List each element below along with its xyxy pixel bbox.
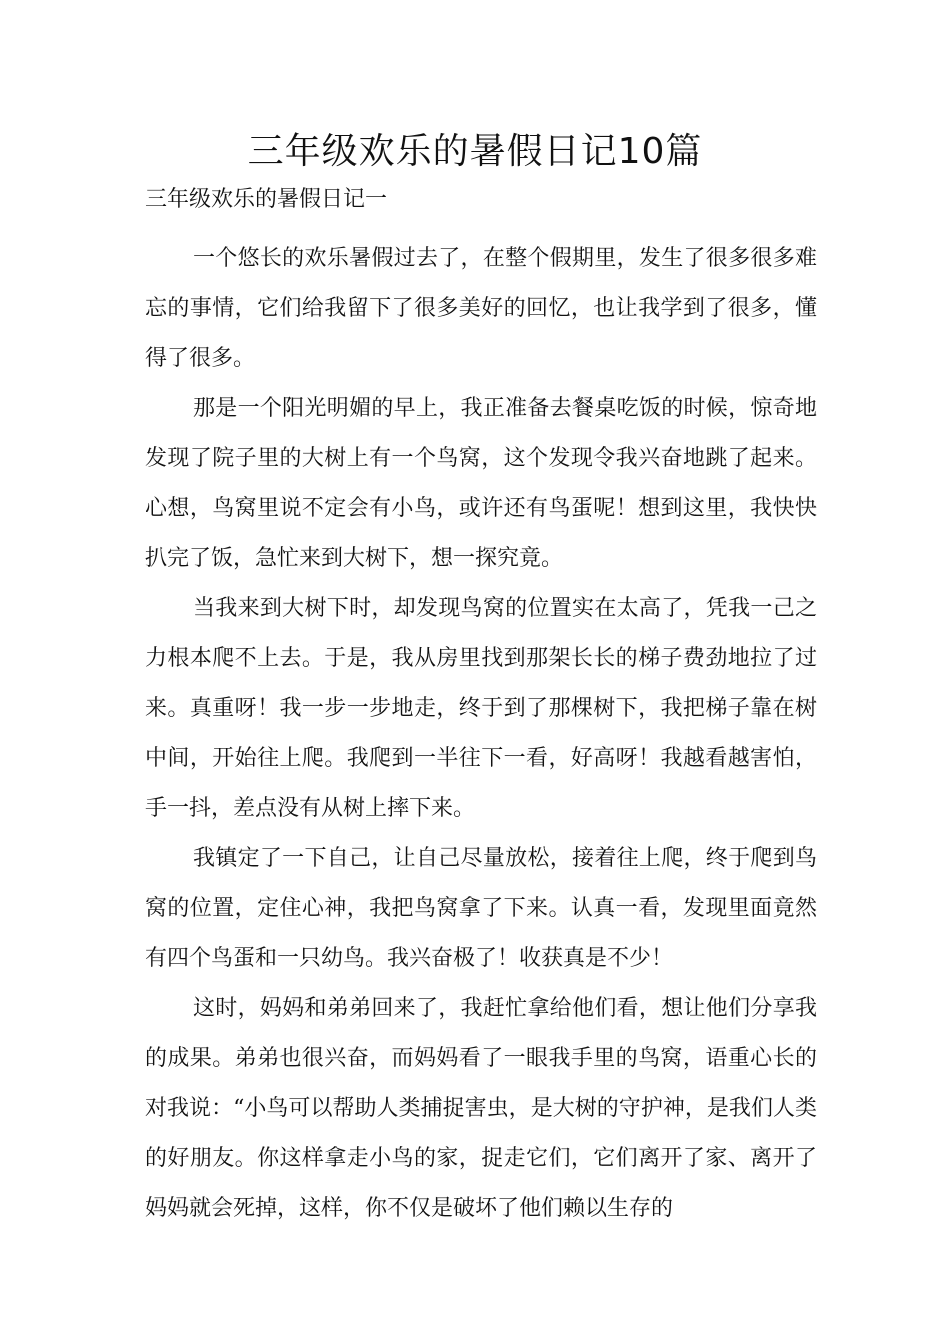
- paragraph-1: 一个悠长的欢乐暑假过去了，在整个假期里，发生了很多很多难忘的事情，它们给我留下了很多美好的回忆，也让我学到了很多，懂得了很多。: [145, 246, 817, 371]
- paragraph-2: 那是一个阳光明媚的早上，我正准备去餐桌吃饭的时候，惊奇地发现了院子里的大树上有一个鸟窝，这个发现令我兴奋地跳了起来。心想，鸟窝里说不定会有小鸟，或许还有鸟蛋呢！想到这里，我快快扒完了饭，急忙来到大树下，想一探究竟。: [145, 396, 817, 571]
- document-subtitle: 三年级欢乐的暑假日记一: [145, 187, 388, 212]
- paragraph-4: 我镇定了一下自己，让自己尽量放松，接着往上爬，终于爬到鸟窝的位置，定住心神，我把鸟窝拿了下来。认真一看，发现里面竟然有四个鸟蛋和一只幼鸟。我兴奋极了！收获真是不少！: [145, 846, 817, 971]
- paragraph-3: 当我来到大树下时，却发现鸟窝的位置实在太高了，凭我一己之力根本爬不上去。于是，我从房里找到那架长长的梯子费劲地拉了过来。真重呀！我一步一步地走，终于到了那棵树下，我把梯子靠在树中间，开始往上爬。我爬到一半往下一看，好高呀！我越看越害怕，手一抖，差点没有从树上摔下来。: [145, 596, 817, 821]
- document-title: 三年级欢乐的暑假日记10篇: [247, 131, 703, 172]
- paragraph-5: 这时，妈妈和弟弟回来了，我赶忙拿给他们看，想让他们分享我的成果。弟弟也很兴奋，而妈妈看了一眼我手里的鸟窝，语重心长的对我说：“小鸟可以帮助人类捕捉害虫，是大树的守护神，是我们人类的好朋友。你这样拿走小鸟的家，捉走它们，它们离开了家、离开了妈妈就会死掉，这样，你不仅是破坏了他们赖以生存的: [145, 996, 817, 1221]
- document-body: [145, 234, 817, 1234]
